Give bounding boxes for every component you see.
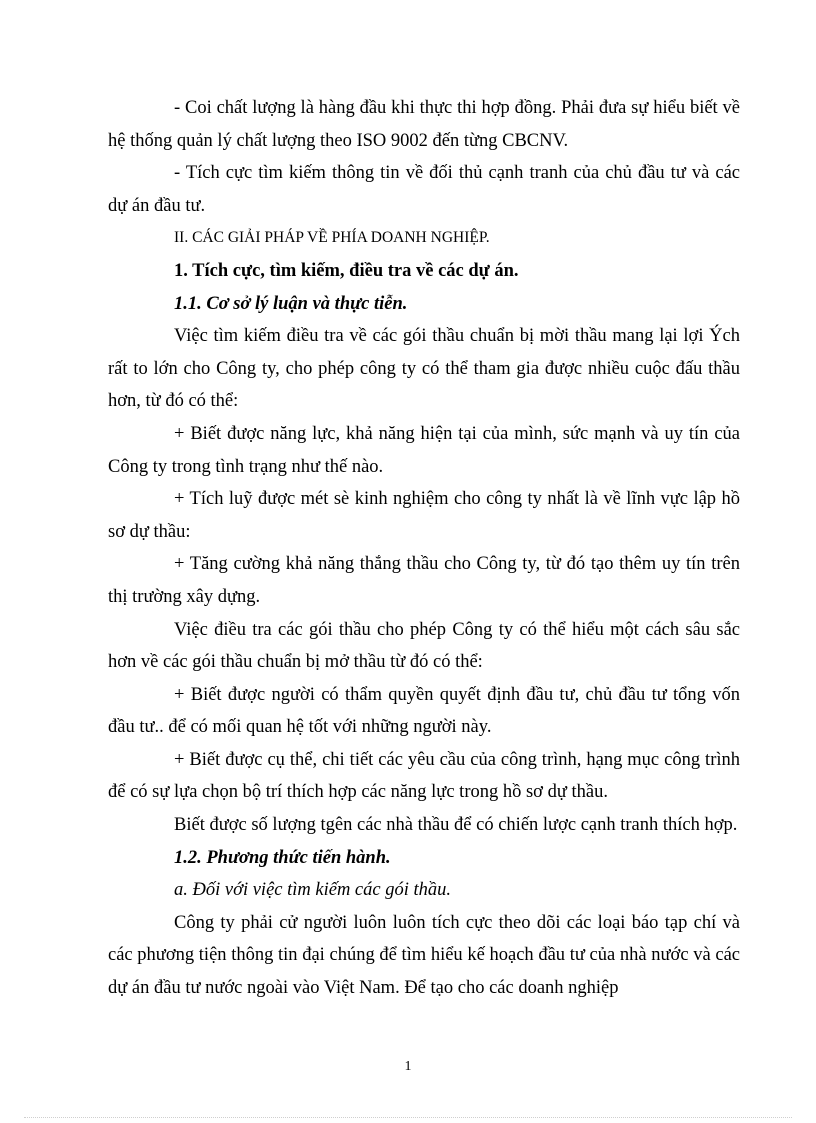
body-text: [108, 92, 740, 1005]
paragraph-search-benefits: Việc tìm kiếm điều tra về các gói thầu chuẩn bị mời thầu mang lại lợi Ých rất to lớn cho Công ty, cho phép công ty có thể tham gia được nhiều cuộc đấu thầu hơn, từ đó có thể:: [108, 326, 740, 412]
page-bottom-rule: [24, 1117, 792, 1118]
subheading-method: 1.2. Phương thức tiến hành.: [174, 847, 391, 868]
list-item-gain-experience: + Tích luỹ được mét sè kinh nghiệm cho công ty nhất là về lĩnh vực lập hồ sơ dự thầu:: [108, 489, 740, 542]
heading-project-search: 1. Tích cực, tìm kiếm, điều tra về các dự án.: [174, 260, 519, 281]
section-heading-enterprise-solutions: II. CÁC GIẢI PHÁP VỀ PHÍA DOANH NGHIỆP.: [174, 229, 490, 247]
list-item-win-bids: + Tăng cường khả năng thắng thầu cho Công ty, từ đó tạo thêm uy tín trên thị trường xây dựng.: [108, 554, 740, 607]
list-item-know-decision-maker: + Biết được người có thẩm quyền quyết định đầu tư, chủ đầu tư tổng vốn đầu tư.. để có mối quan hệ tốt với những người này.: [108, 684, 740, 738]
subheading-rationale: 1.1. Cơ sở lý luận và thực tiễn.: [174, 293, 408, 314]
page-number: 1: [404, 1059, 412, 1074]
paragraph-monitor-media: Công ty phải cử người luôn luôn tích cực theo dõi các loại báo tạp chí và các phương tiện thông tin đại chúng để tìm hiểu kế hoạch đầu tư của nhà nước và các dự án đầu tư nước ngoài vào Việt Nam. Để tạo cho các doanh nghiệp: [108, 912, 740, 999]
paragraph-investigation: Việc điều tra các gói thầu cho phép Công ty có thể hiểu một cách sâu sắc hơn về các gói thầu chuẩn bị mở thầu từ đó có thể:: [108, 619, 740, 673]
paragraph-quality-priority: - Coi chất lượng là hàng đầu khi thực thi hợp đồng. Phải đưa sự hiểu biết về hệ thống quản lý chất lượng theo ISO 9002 đến từng CBCNV.: [108, 98, 740, 151]
paragraph-competitor-info: - Tích cực tìm kiếm thông tin về đối thủ cạnh tranh của chủ đầu tư và các dự án đầu tư.: [108, 163, 740, 216]
subheading-search-packages: a. Đối với việc tìm kiếm các gói thầu.: [174, 880, 452, 901]
list-item-know-capacity: + Biết được năng lực, khả năng hiện tại của mình, sức mạnh và uy tín của Công ty trong tình trạng như thế nào.: [108, 423, 740, 477]
paragraph-competitor-count: Biết được số lượng tgên các nhà thầu để có chiến lược cạnh tranh thích hợp.: [174, 815, 738, 836]
list-item-know-requirements: + Biết được cụ thể, chi tiết các yêu cầu của công trình, hạng mục công trình để có sự lựa chọn bộ trí thích hợp các năng lực trong hồ sơ dự thầu.: [108, 749, 740, 803]
